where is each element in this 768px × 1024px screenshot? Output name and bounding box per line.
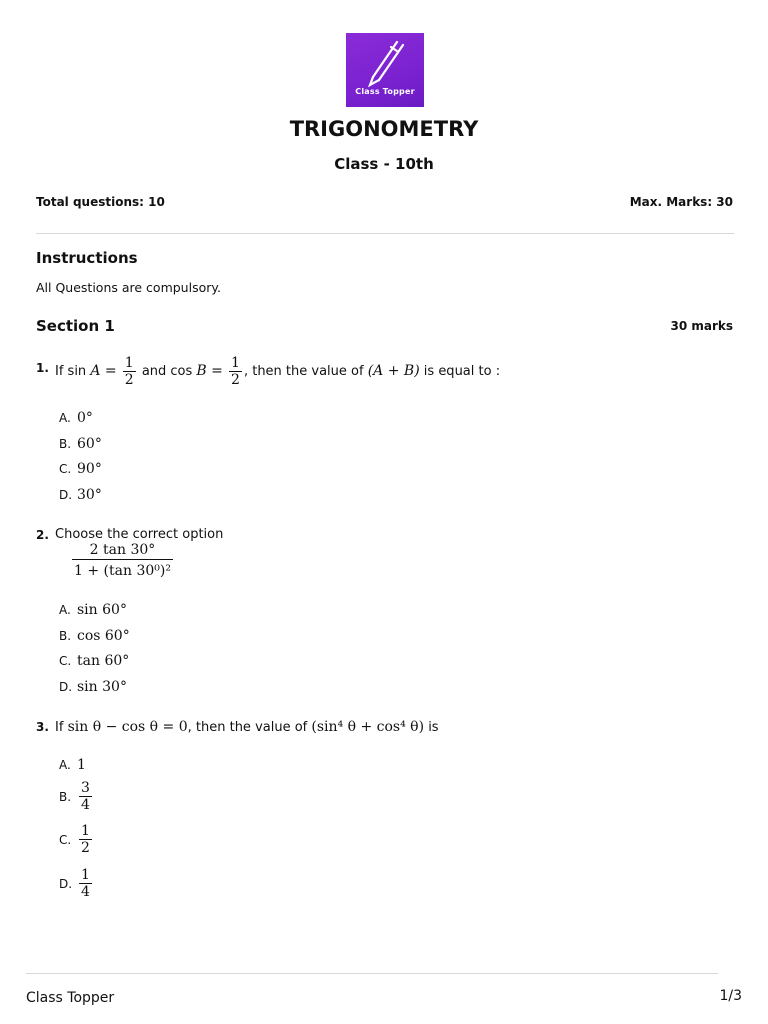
option[interactable] — [59, 867, 94, 900]
option-label: B. — [59, 789, 72, 804]
fraction-numerator: 1 — [81, 823, 90, 839]
fraction-denominator: 1 + (tan 30⁰)² — [74, 563, 171, 579]
question-text: is equal to : — [423, 364, 501, 379]
option[interactable] — [59, 757, 86, 773]
math-expression: (A + B) — [367, 363, 420, 379]
fraction — [123, 355, 136, 388]
math-expression: A = — [90, 363, 117, 379]
option-label: C. — [59, 832, 72, 847]
page-subtitle: Class - 10th — [334, 155, 434, 173]
question-number: 3. — [36, 720, 49, 734]
page-title: TRIGONOMETRY — [289, 117, 479, 141]
question-text: Choose the correct option — [55, 527, 224, 542]
option-value: 60° — [77, 436, 102, 452]
total-questions: Total questions: 10 — [36, 195, 165, 209]
option[interactable] — [59, 653, 129, 669]
option[interactable] — [59, 487, 102, 503]
math-expression: sin θ − cos θ = 0 — [67, 719, 188, 735]
instructions-text: All Questions are compulsory. — [36, 280, 221, 295]
option-value — [79, 867, 92, 900]
page-number: 1/3 — [719, 988, 742, 1004]
fraction — [229, 355, 242, 388]
math-expression: B = — [196, 363, 223, 379]
option-value: sin 60° — [77, 602, 127, 618]
logo-text: Class Topper — [355, 87, 415, 96]
option-label: D. — [59, 680, 73, 694]
footer-brand: Class Topper — [26, 990, 115, 1006]
question-number: 1. — [36, 361, 49, 375]
option[interactable] — [59, 410, 93, 426]
fraction-numerator: 1 — [81, 867, 90, 883]
fraction-numerator: 1 — [124, 355, 134, 371]
option[interactable] — [59, 461, 102, 477]
question-text: and cos — [141, 364, 193, 379]
option[interactable] — [59, 602, 127, 618]
option-label: A. — [59, 758, 71, 772]
question-text: is — [428, 720, 439, 735]
fraction-denominator: 4 — [81, 884, 90, 900]
option-value: tan 60° — [77, 653, 130, 669]
question-3-text — [55, 719, 439, 735]
option-label: D. — [59, 488, 73, 502]
question-text: , then the value of — [243, 364, 364, 379]
section-marks: 30 marks — [670, 319, 733, 333]
option[interactable] — [59, 823, 94, 856]
fraction-numerator: 3 — [81, 780, 90, 796]
question-text: If — [55, 720, 64, 735]
option-label: B. — [59, 437, 72, 451]
max-marks: Max. Marks: 30 — [629, 195, 733, 209]
fraction-denominator: 4 — [81, 797, 90, 813]
option-value: 30° — [77, 487, 102, 503]
fraction-numerator: 1 — [231, 355, 240, 371]
option-value: 90° — [77, 461, 102, 477]
question-1-text — [55, 355, 500, 388]
fraction-denominator: 2 — [231, 372, 240, 388]
option[interactable] — [59, 780, 94, 813]
footer-divider — [26, 973, 718, 974]
option-label: A. — [59, 411, 71, 425]
math-fraction — [72, 542, 173, 582]
fraction-numerator: 2 tan 30° — [72, 542, 173, 560]
option-label: C. — [59, 462, 72, 476]
option[interactable] — [59, 436, 102, 452]
divider — [36, 233, 734, 234]
option[interactable] — [59, 628, 130, 644]
option-label: D. — [59, 876, 73, 891]
question-text: , then the value of — [187, 720, 308, 735]
option-value: sin 30° — [77, 679, 127, 695]
option-value: 1 — [77, 757, 86, 773]
option-value — [79, 823, 92, 856]
instructions-heading: Instructions — [36, 249, 138, 267]
option-label: C. — [59, 654, 72, 668]
math-expression: (sin⁴ θ + cos⁴ θ) — [311, 719, 425, 735]
question-number: 2. — [36, 528, 49, 542]
fraction-denominator: 2 — [124, 372, 134, 388]
option-value: cos 60° — [77, 628, 130, 644]
question-text: If sin — [55, 364, 87, 379]
option-label: A. — [59, 603, 71, 617]
option[interactable] — [59, 679, 127, 695]
option-value — [79, 780, 92, 813]
section-title: Section 1 — [36, 317, 115, 335]
fraction-denominator: 2 — [81, 840, 90, 856]
logo — [346, 33, 424, 107]
option-label: B. — [59, 629, 72, 643]
option-value: 0° — [77, 410, 93, 426]
